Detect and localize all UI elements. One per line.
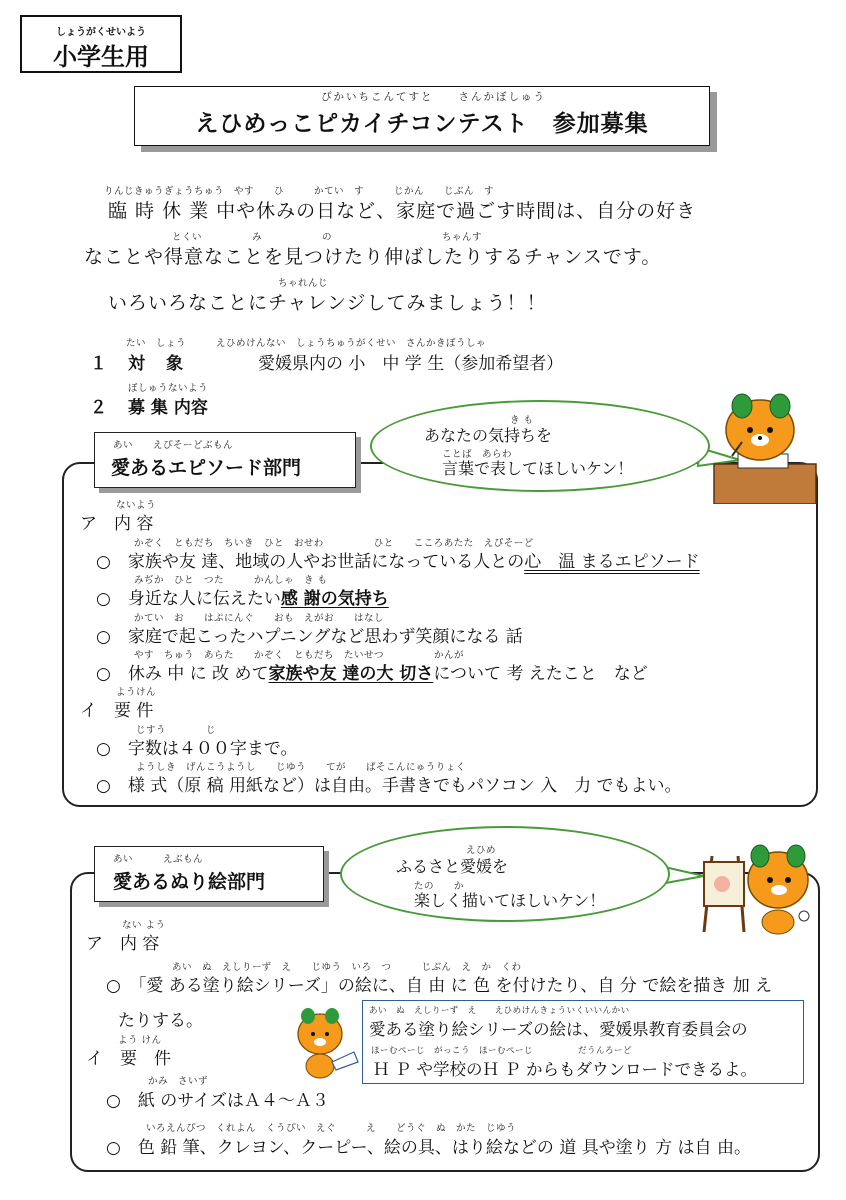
coloring-label: 愛あるぬり絵部門: [113, 871, 266, 893]
episode-item4-ruby: やす ちゅう あらた かぞく ともだち たいせつ かんが: [134, 650, 465, 661]
intro-ruby-3: ちゃれんじ: [278, 278, 329, 289]
episode-item1-text: 家族や友 達、地域の人やお世話になっている人との: [127, 552, 525, 572]
coloring-bubble-line1: ふるさと愛媛を: [396, 857, 509, 876]
episode-label: 愛あるエピソード部門: [111, 457, 302, 479]
episode-content-heading: ア 内 容: [80, 514, 154, 534]
episode-req1: [96, 734, 298, 759]
section1-number: １: [90, 354, 107, 374]
coloring-item1: [106, 971, 772, 996]
bullet: ○: [106, 976, 121, 996]
bullet: ○: [106, 1138, 121, 1158]
coloring-content-heading: ア 内 容: [86, 934, 160, 954]
section2-label: 募 集 内容: [128, 398, 208, 418]
note-line-2: Ｈ Ｐ や学校のＨ Ｐ からもダウンロードできるよ。: [373, 1060, 757, 1079]
intro-ruby-1: りんじきゅうぎょうちゅう やす ひ かてい す じかん じぶん す: [104, 186, 495, 197]
episode-item3: [96, 622, 523, 647]
coloring-req1-ruby: かみ さいず: [148, 1076, 209, 1087]
episode-bubble-line2: 言葉で表してほしいケン！: [442, 459, 634, 478]
grade-label-ruby: しょうがくせいよう: [56, 27, 146, 38]
episode-item2-text: 身近な人に伝えたい: [127, 589, 281, 609]
mascot-writing-illustration: [712, 392, 818, 504]
section1-ruby: たい しょう えひめけんない しょうちゅうがくせい さんかきぼうしゃ: [126, 338, 487, 349]
episode-req1-ruby: じすう じ: [136, 725, 217, 736]
coloring-req2-ruby: いろえんぴつ くれよん くうぴい えぐ え どうぐ ぬ かた じゆう: [146, 1123, 517, 1134]
bullet: ○: [96, 776, 111, 796]
episode-label-box: [94, 432, 356, 488]
coloring-label-box: [94, 846, 324, 902]
coloring-req1-text: 紙 のサイズはＡ４～Ａ３: [137, 1091, 329, 1111]
coloring-bubble-ruby: えひめ: [466, 845, 497, 856]
episode-item3-text: 家庭で起こったハプニングなど思わず笑顔になる 話: [127, 627, 523, 647]
episode-req1-text: 字数は４００字まで。: [127, 739, 298, 759]
coloring-item1-ruby: あい ぬ えしりーず え じゆう いろ つ じぶん え か くわ: [172, 962, 522, 973]
episode-item2-ruby: みぢか ひと つた かんしゃ き も: [134, 575, 328, 586]
episode-item2: [96, 584, 389, 609]
coloring-item1-line1: 「愛 ある塗り絵シリーズ」の絵に、自 由 に 色 を付けたり、自 分 で絵を描き 加 え: [137, 976, 773, 996]
episode-item1-emph: 心 温 まるエピソード: [524, 552, 700, 572]
episode-req-heading: イ 要 件: [80, 701, 154, 721]
title-box: [134, 86, 710, 146]
coloring-req-heading: イ 要 件: [86, 1049, 171, 1069]
intro-ruby-2: とくい み の ちゃんす: [172, 232, 483, 243]
intro-line-3: いろいろなことにチャレンジしてみましょう！！: [108, 292, 547, 314]
coloring-speech-bubble: [340, 826, 670, 922]
bullet: ○: [96, 627, 111, 647]
episode-req2-text: 様 式（原 稿 用紙など）は自由。手書きでもパソコン 入 力 でもよい。: [127, 776, 682, 796]
page-title: えひめっこピカイチコンテスト 参加募集: [195, 111, 649, 137]
coloring-content-ruby: ない よう: [122, 920, 166, 931]
episode-item1-ruby: かぞく ともだち ちいき ひと おせわ ひと こころあたた えぴそーど: [134, 538, 534, 549]
coloring-req-ruby: よう けん: [118, 1035, 162, 1046]
coloring-req2: [106, 1133, 751, 1158]
bullet: ○: [96, 552, 111, 572]
grade-label: 小学生用: [53, 43, 149, 71]
episode-item2-emph: 感 謝の気持ち: [280, 589, 389, 609]
episode-req2-ruby: ようしき げんこうようし じゆう てが ぱそこんにゅうりょく: [136, 762, 466, 773]
episode-bubble-line1: あなたの気持ちを: [424, 426, 553, 445]
episode-bubble-ruby2: ことば あらわ: [442, 449, 513, 460]
episode-speech-bubble: [370, 400, 710, 492]
episode-req2: [96, 771, 682, 796]
episode-item4-text: 休み 中 に 改 めて: [127, 664, 269, 684]
bullet: ○: [96, 739, 111, 759]
section2-number: ２: [90, 398, 107, 418]
note-ruby-2: ほーむぺーじ がっこう ほーむぺーじ だうんろーど: [371, 1046, 633, 1056]
download-note-box: [362, 1000, 804, 1084]
episode-label-ruby: あい えぴそーどぶもん: [113, 440, 234, 451]
episode-item4-emph: 家族や友 達の大 切さ: [268, 664, 434, 684]
episode-req-ruby: ようけん: [116, 687, 157, 698]
episode-item4-tail: について 考 えたこと など: [433, 664, 648, 684]
episode-item3-ruby: かてい お はぷにんぐ おも えがお はなし: [134, 613, 385, 624]
coloring-bubble-ruby2: たの か: [414, 881, 465, 892]
mascot-painting-illustration: [698, 836, 816, 936]
note-line-1: 愛ある塗り絵シリーズの絵は、愛媛県教育委員会の: [369, 1020, 748, 1039]
coloring-req1: [106, 1086, 329, 1111]
coloring-label-ruby: あい えぶもん: [113, 854, 204, 865]
bullet: ○: [96, 664, 111, 684]
section2-ruby: ぼしゅうないよう: [128, 383, 209, 394]
episode-bubble-ruby: き も: [510, 415, 534, 426]
episode-item1: [96, 547, 700, 572]
coloring-req2-text: 色 鉛 筆、クレヨン、クーピー、絵の具、はり絵などの 道 具や塗り 方 は自 由。: [137, 1138, 751, 1158]
title-ruby: ぴかいちこんてすと さんかぼしゅう: [321, 91, 546, 103]
section1-text: 愛媛県内の 小 中 学 生（参加希望者）: [258, 354, 564, 374]
bullet: ○: [96, 589, 111, 609]
episode-content-ruby: ないよう: [116, 500, 157, 511]
episode-item4: [96, 659, 648, 684]
intro-line-2: なことや得意なことを見つけたり伸ばしたりするチャンスです。: [84, 246, 662, 268]
mascot-small-illustration: [292, 1006, 364, 1086]
bullet: ○: [106, 1091, 121, 1111]
coloring-bubble-line2: 楽しく描いてほしいケン！: [414, 891, 606, 910]
section1-label: 対 象: [128, 354, 185, 374]
grade-label-box: [20, 15, 182, 73]
note-ruby-1: あい ぬ えしりーず え えひめけんきょういくいいんかい: [369, 1006, 630, 1016]
intro-line-1: 臨 時 休 業 中や休みの日など、家庭で過ごす時間は、自分の好き: [108, 200, 697, 222]
coloring-item1-line2: たりする。: [118, 1011, 203, 1031]
